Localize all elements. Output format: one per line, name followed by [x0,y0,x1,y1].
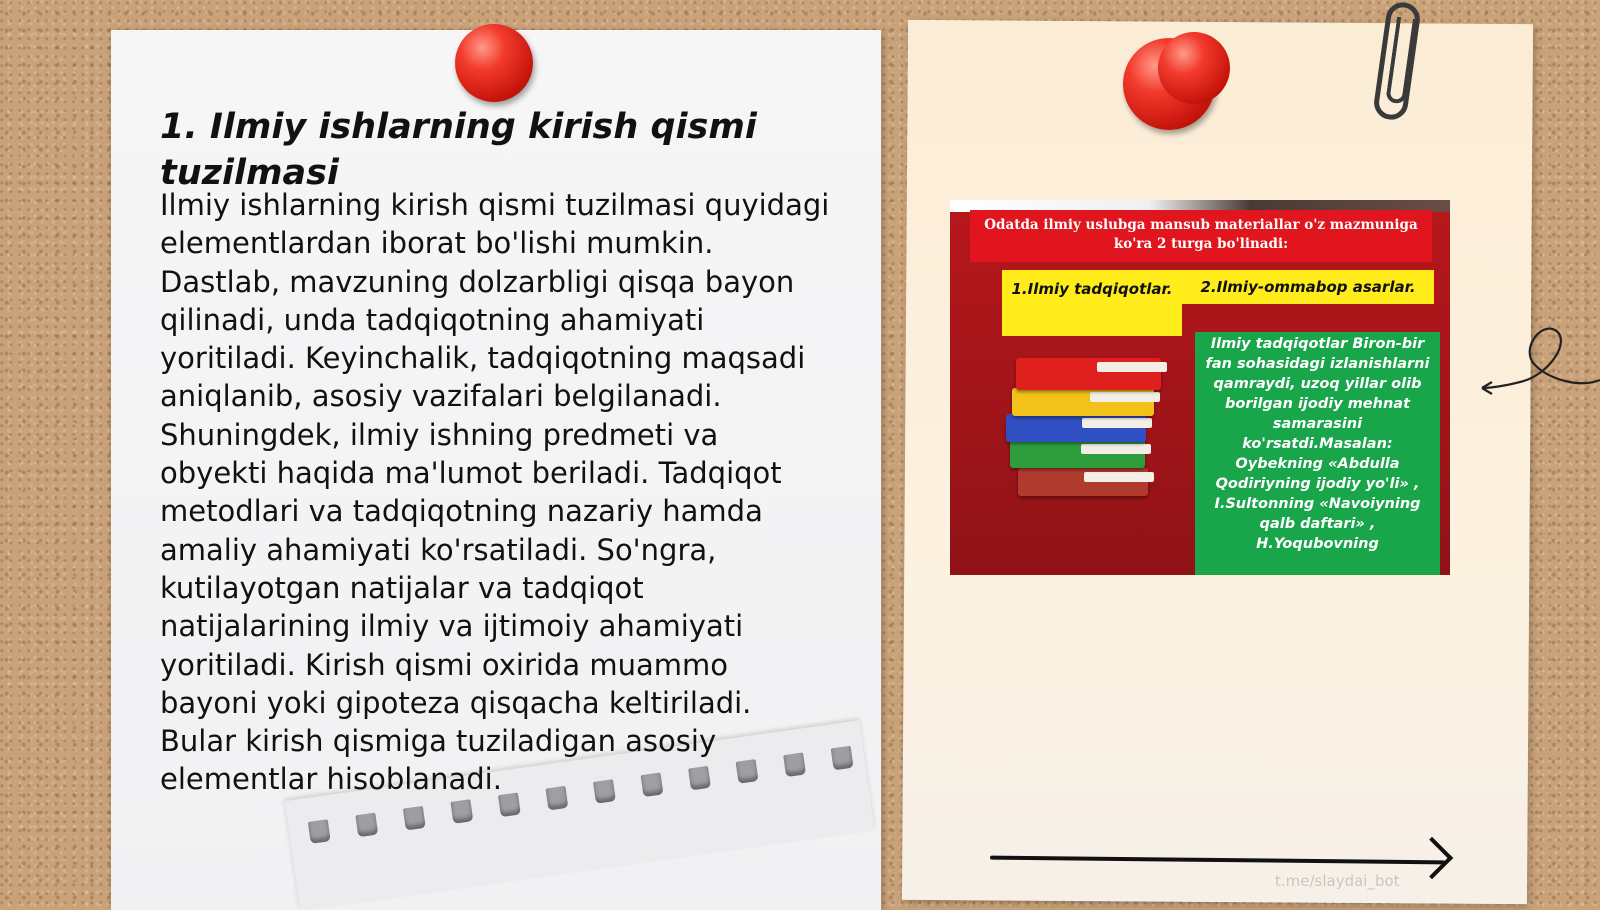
strip-hole [831,746,854,771]
picture-box-right: 2.Ilmiy-ommabop asarlar. [1182,270,1434,304]
slide-picture [950,200,1450,575]
slide-title: 1. Ilmiy ishlarning kirish qismi tuzilmasi [160,107,757,193]
push-pin-icon [455,24,533,102]
books-stack-icon [1000,340,1180,510]
strip-hole [450,799,473,824]
strip-hole [403,806,426,831]
slide-body-text: Ilmiy ishlarning kirish qismi tuzilmasi quyidagi elementlardan iborat bo'lishi mumkin. Dastlab, mavzuning dolzarbligi qisqa bayon qilinadi, unda tadqiqotning ahamiyati yoritiladi. Keyinchalik, tadqiqotning maqsadi aniqlanib, asosiy vazifalari belgilanadi. Shuningdek, ilmiy ishning predmeti va obyekti haqida ma'lumot beriladi. Tadqiqot metodlari va tadqiqotning nazariy hamda amaliy ahamiyati ko'rsatiladi. So'ngra, kutilayotgan natijalar va tadqiqot natijalarining ilmiy va ijtimoiy ahamiyati yoritiladi. Kirish qismi oxirida muammo bayoni yoki gipoteza qisqacha keltiriladi. Bular kirish qismiga tuziladigan asosiy elementlar hisoblanadi. [160,188,830,797]
strip-hole [308,819,331,844]
picture-banner: Odatda ilmiy uslubga mansub materiallar o'z mazmuniga ko'ra 2 turga bo'linadi: [970,210,1432,262]
picture-box-left: 1.Ilmiy tadqiqotlar. [1002,270,1182,336]
loop-arrow-doodle-icon [1480,310,1600,410]
push-pin-head-icon [1158,32,1230,104]
strip-hole [355,813,378,838]
watermark: t.me/slaydai_bot [1275,872,1400,890]
picture-green-box: Ilmiy tadqiqotlar Biron-bir fan sohasidagi izlanishlarni qamraydi, uzoq yillar olib borilgan ijodiy mehnat samarasini ko'rsatdi.Masalan: Oybekning «Abdulla Qodiriyning ijodiy yo'li» , I.Sultonning «Navoiyning qalb daftari» , H.Yoqubovning [1195,332,1440,575]
